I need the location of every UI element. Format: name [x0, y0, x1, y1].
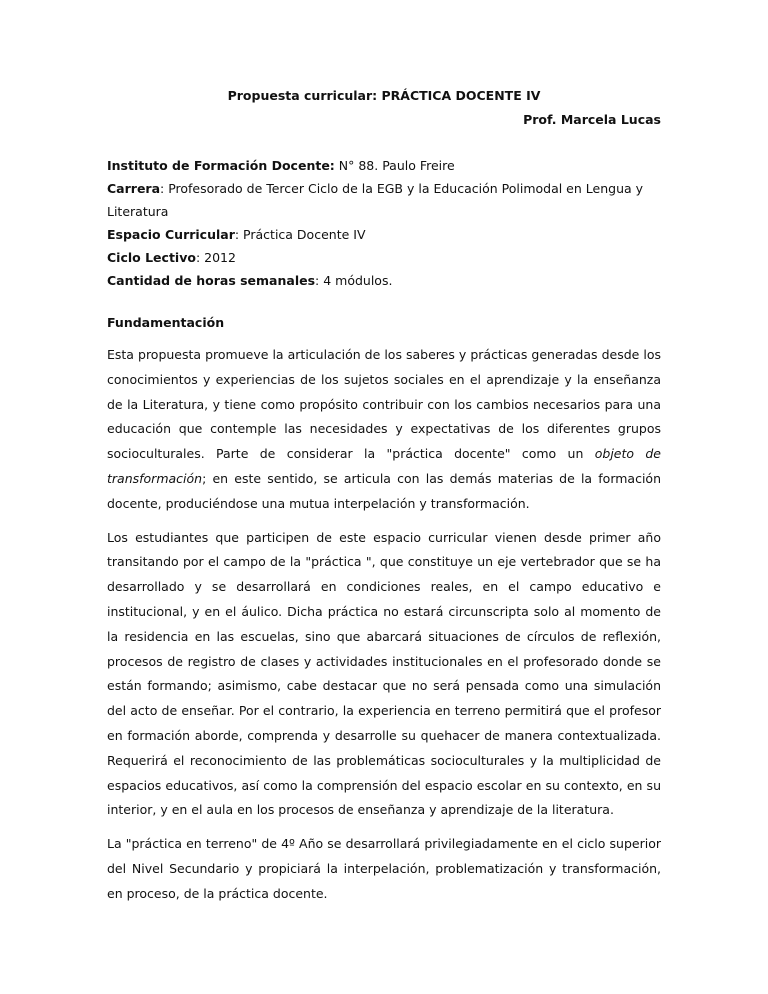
carrera-label: Carrera — [107, 181, 161, 196]
espacio-label: Espacio Curricular — [107, 227, 235, 242]
course-info — [107, 154, 661, 292]
paragraph-3: La "práctica en terreno" de 4º Año se desarrollará privilegiadamente en el ciclo superior del Nivel Secundario y propiciará la interpelación, problematización y transformación, en proceso, de la práctica docente. — [107, 836, 661, 901]
carrera-value: : Profesorado de Tercer Ciclo de la EGB y la Educación Polimodal en Lengua y Literatura — [107, 181, 644, 219]
paragraph-1-part-b: ; en este sentido, se articula con las demás materias de la formación docente, produciéndose una mutua interpelación y transformación. — [107, 470, 661, 511]
info-row-horas — [107, 269, 661, 292]
horas-value: : 4 módulos. — [315, 273, 393, 288]
info-row-instituto — [107, 154, 661, 177]
author-name: Prof. Marcela Lucas — [523, 112, 661, 127]
paragraph-1 — [107, 343, 661, 517]
info-row-carrera — [107, 177, 661, 223]
paragraph-1-emphasis: objeto de transformación — [107, 446, 661, 486]
instituto-value: N° 88. Paulo Freire — [334, 158, 455, 173]
paragraph-2: Los estudiantes que participen de este espacio curricular vienen desde primer año transitando por el campo de la "práctica ", que constituye un eje vertebrador que se ha desarrollado y se desarrollará en condiciones reales, en el campo educativo e institucional, y en el áulico. Dicha práctica no estará circunscripta solo al momento de la residencia en las escuelas, sino que abarcará situaciones de círculos de reflexión, procesos de registro de clases y actividades institucionales en el profesorado donde se están formando; asimismo, cabe destacar que no será pensada como una simulación del acto de enseñar. Por el contrario, la experiencia en terreno permitirá que el profesor en formación aborde, comprenda y desarrolle su quehacer de manera contextualizada. Requerirá el reconocimiento de las problemáticas socioculturales y la multiplicidad de espacios educativos, así como la comprensión del espacio escolar en su contexto, en su interior, y en el aula en los procesos de enseñanza y aprendizaje de la literatura. — [107, 529, 661, 818]
document-title: Propuesta curricular: PRÁCTICA DOCENTE IV — [227, 88, 541, 103]
horas-label: Cantidad de horas semanales — [107, 273, 316, 288]
espacio-value: : Práctica Docente IV — [234, 227, 366, 242]
instituto-label: Instituto de Formación Docente: — [107, 158, 335, 173]
section-heading: Fundamentación — [107, 315, 225, 330]
ciclo-label: Ciclo Lectivo — [107, 250, 196, 265]
paragraph-1-part-a: Esta propuesta promueve la articulación de los saberes y prácticas generadas desde los conocimientos y experiencias de los sujetos sociales en el aprendizaje y la enseñanza de la Literatura, y tiene como propósito contribuir con los cambios necesarios para una educación que contemple las necesidades y expectativas de los diferentes grupos socioculturales. Parte de considerar la "práctica docente" como un — [107, 347, 661, 462]
info-row-espacio — [107, 223, 661, 246]
info-row-ciclo — [107, 246, 661, 269]
section-body — [107, 343, 661, 916]
ciclo-value: : 2012 — [195, 250, 236, 265]
